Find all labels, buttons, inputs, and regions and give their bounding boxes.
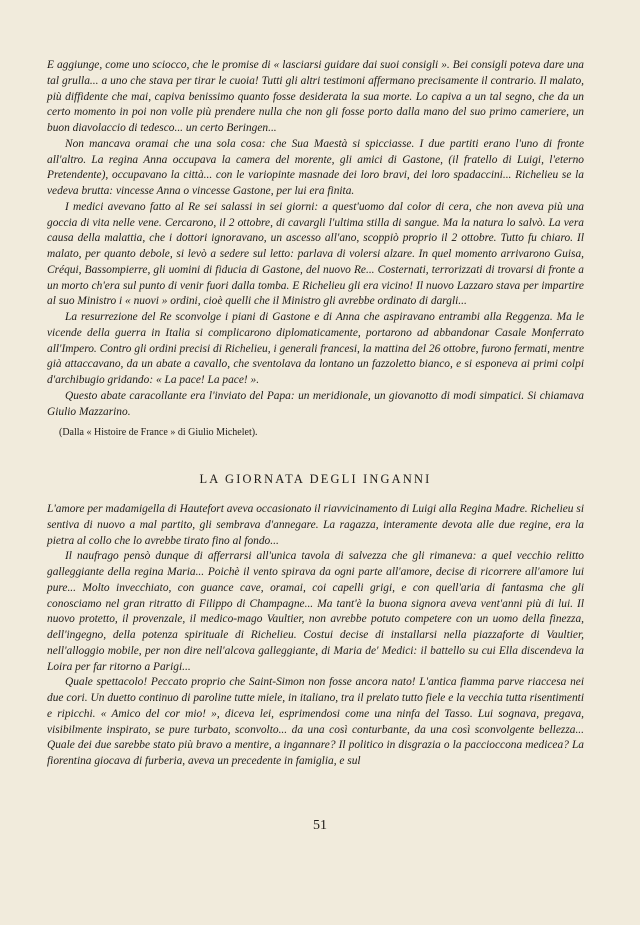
page-content — [47, 58, 584, 770]
paragraph: L'amore per madamigella di Hautefort aveva occasionato il riavvicinamento di Luigi alla Regina Madre. Richelieu si sentiva di nuovo a mal partito, gli sembrava d'annegare. La ragazza, interamente devota alle due regine, era la pietra al collo che lo avrebbe tirato fino al fondo... — [47, 503, 584, 547]
section-giornata — [47, 502, 584, 770]
paragraph: La resurrezione del Re sconvolge i piani di Gastone e di Anna che aspiravano entrambi alla Reggenza. Ma le vicende della guerra in Italia si complicarono diplomaticamente, portarono ad abbandonar Casale Monferrato all'Impero. Contro gli ordini precisi di Richelieu, i generali francesi, la mattina del 26 ottobre, furono fermati, mentre già attaccavano, da un abate a cavallo, che sventolava da lontano un fazzoletto bianco, e si esponeva ai primi colpi d'archibugio gridando: « La pace! La pace! ». — [47, 311, 584, 386]
paragraph: Quale spettacolo! Peccato proprio che Saint-Simon non fosse ancora nato! L'antica fiamma parve riaccesa nei due cori. Un duetto continuo di paroline tutte miele, in italiano, tra il prelato tutto fiele e la vecchia tutta risentimenti e ripicchi. « Amico del cor mio! », diceva lei, esprimendosi come una ninfa del Tasso. Lui sognava, pregava, visibilmente inspirato, se pure turbato, sconvolto... da una così conturbante, da una così sconvolgente bellezza... Quale dei due sarebbe stato più bravo a mentire, a ingannare? Il politico in disgrazia o la paccioccona medicea? La fiorentina giocava di furberia, aveva un precedente in famiglia, e sul — [47, 676, 584, 767]
paragraph: E aggiunge, come uno sciocco, che le promise di « lasciarsi guidare dai suoi consigli ». Bei consigli poteva dare una tal grulla... a uno che stava per tirar le cuoia! Tutti gli altri testimoni affermano precisamente il contrario. Il malato, più diffidente che mai, capiva benissimo quanto fosse desiderata la sua morte. Lo capiva a un tal segno, che da un certo momento in poi non volle più prendere nulla che non gli fosse porto dalla mano del suo primo cameriere, un buon diavolaccio di tedesco... un certo Beringen... — [47, 59, 584, 134]
paragraph: I medici avevano fatto al Re sei salassi in sei giorni: a quest'uomo dal color di cera, che non aveva più una goccia di vita nelle vene. Cercarono, il 2 ottobre, di cavargli l'ultima stilla di sangue. Ma la natura lo salvò. La vera causa della malattia, che i dottori ignoravano, un ascesso all'ano, scoppiò proprio il 2 ottobre. Tutto fu chiaro. Il malato, per quanto debole, si levò a sedere sul letto: parlava di volersi alzare. In quel momento arrivarono Guisa, Créqui, Bassompierre, gli uomini di fiducia di Gastone, del nuovo Re... Costernati, terrorizzati di trovarsi di fronte a un morto ch'era sul punto di venir fuori dalla tomba. E Richelieu gli era vicino! Il nuovo Lazzaro stava per impartire al suo Ministro i « nuovi » ordini, cioè quelli che il Ministro gli avrebbe ordinato di dargli... — [47, 200, 584, 308]
paragraph: Il naufrago pensò dunque di afferrarsi all'unica tavola di salvezza che gli rimaneva: a quel vecchio relitto galleggiante della regina Maria... Poichè il vento spirava da ogni parte all'amore, decise di ricorrere all'amore lui pure... Molto invecchiato, con guance cave, oramai, coi capelli grigi, e con quell'aria di fantasma che gli conosciamo nel gran ritratto di Filippo di Champagne... Ma tant'è la buona signora aveva vent'anni più di lui. Il nuovo protetto, il provenzale, il medico-mago Vaultier, non avrebbe potuto competere con un uomo della finezza, dell'ingegno, della potenza spirituale di Richelieu. Costui decise di installarsi nella piazzaforte di Vaultier, nell'alloggio mobile, per non dire nell'alcova galleggiante, di Maria de' Medici: il battello su cui Ella discendeva la Loira per far ritorno a Parigi... — [47, 550, 584, 673]
paragraph: Non mancava oramai che una sola cosa: che Sua Maestà si spicciasse. I due partiti erano l'uno di fronte all'altro. La regina Anna occupava la camera del morente, gli amici di Gastone, (il fratello di Luigi, l'eterno Pretendente), occupavano la città... con le variopinte masnade dei loro bravi, dei loro spadaccini... Richelieu se la vedeva brutta: vincesse Anna o vincesse Gastone, per lui era finita. — [47, 137, 584, 197]
section-michelet — [47, 58, 584, 440]
section-heading: LA GIORNATA DEGLI INGANNI — [199, 472, 432, 487]
page-number: 51 — [313, 818, 327, 833]
paragraph: Questo abate caracollante era l'inviato del Papa: un meridionale, un giovanotto di modi simpatici. Si chiamava Giulio Mazzarino. — [47, 389, 584, 418]
source-citation: (Dalla « Histoire de France » di Giulio Michelet). — [59, 427, 258, 439]
